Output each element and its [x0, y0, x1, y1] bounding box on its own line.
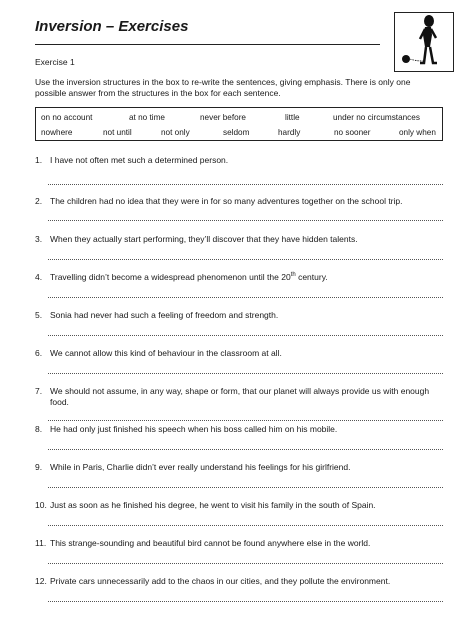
question-text: [50, 272, 445, 283]
structure-item: under no circumstances: [333, 113, 420, 122]
question-text: He had only just finished his speech when his boss called him on his mobile.: [50, 424, 338, 434]
ball-and-chain-figure-icon: [395, 13, 452, 70]
question-text: This strange-sounding and beautiful bird cannot be found anywhere else in the world.: [50, 538, 371, 548]
structure-item: on no account: [41, 113, 93, 122]
question-text: I have not often met such a determined person.: [50, 155, 229, 165]
title-underline: [35, 44, 380, 45]
question-number: 8.: [35, 424, 43, 434]
question-text: When they actually start performing, they’ll discover that they have hidden talents.: [50, 234, 358, 244]
question-text: Just as soon as he finished his degree, he went to visit his family in the south of Spain.: [50, 500, 376, 510]
question-text: We cannot allow this kind of behaviour in the classroom at all.: [50, 348, 282, 358]
structure-item: not only: [161, 128, 190, 137]
structure-item: no sooner: [334, 128, 371, 137]
structure-item: only when: [399, 128, 436, 137]
exercise-label: Exercise 1: [35, 57, 75, 67]
structure-item: hardly: [278, 128, 301, 137]
answer-line[interactable]: [48, 220, 443, 222]
page-title: Inversion – Exercises: [35, 18, 189, 35]
question-text: Sonia had never had such a feeling of freedom and strength.: [50, 310, 279, 320]
answer-line[interactable]: [48, 525, 443, 527]
instructions: Use the inversion structures in the box to re-write the sentences, giving emphasis. There is only one possible answer from the structures in the box for each sentence.: [35, 77, 411, 98]
question-text: Private cars unnecessarily add to the chaos in our cities, and they pollute the environment.: [50, 576, 391, 586]
structure-item: never before: [200, 113, 246, 122]
question-number: 4.: [35, 272, 43, 282]
logo: [394, 12, 454, 72]
question-text-part: century.: [295, 272, 328, 282]
question-number: 6.: [35, 348, 43, 358]
question-number: 12.: [35, 576, 47, 586]
structures-box: [35, 107, 443, 141]
structure-item: nowhere: [41, 128, 73, 137]
question-number: 1.: [35, 155, 43, 165]
question-number: 2.: [35, 196, 43, 206]
answer-line[interactable]: [48, 373, 443, 375]
structure-item: at no time: [129, 113, 165, 122]
question-number: 7.: [35, 386, 43, 396]
structure-item: little: [285, 113, 300, 122]
question-number: 9.: [35, 462, 43, 472]
structure-item: not until: [103, 128, 132, 137]
answer-line[interactable]: [48, 184, 443, 186]
question-number: 11.: [35, 538, 47, 548]
question-number: 3.: [35, 234, 43, 244]
answer-line[interactable]: [48, 297, 443, 299]
question-number: 5.: [35, 310, 43, 320]
answer-line[interactable]: [48, 335, 443, 337]
answer-line[interactable]: [48, 487, 443, 489]
question-text-part: Travelling didn’t become a widespread phenomenon until the 20: [50, 272, 291, 282]
question-text: While in Paris, Charlie didn’t ever really understand his feelings for his girlfriend.: [50, 462, 351, 472]
question-text: We should not assume, in any way, shape or form, that our planet will always provide us with enough food.: [50, 386, 430, 407]
answer-line[interactable]: [48, 563, 443, 565]
answer-line[interactable]: [48, 259, 443, 261]
question-number: 10.: [35, 500, 47, 510]
question-text-superscript: th: [290, 272, 296, 279]
question-text: The children had no idea that they were in for so many adventures together on the school trip.: [50, 196, 403, 206]
answer-line[interactable]: [48, 601, 443, 603]
structure-item: seldom: [223, 128, 250, 137]
answer-line[interactable]: [48, 449, 443, 451]
answer-line[interactable]: [48, 420, 443, 422]
